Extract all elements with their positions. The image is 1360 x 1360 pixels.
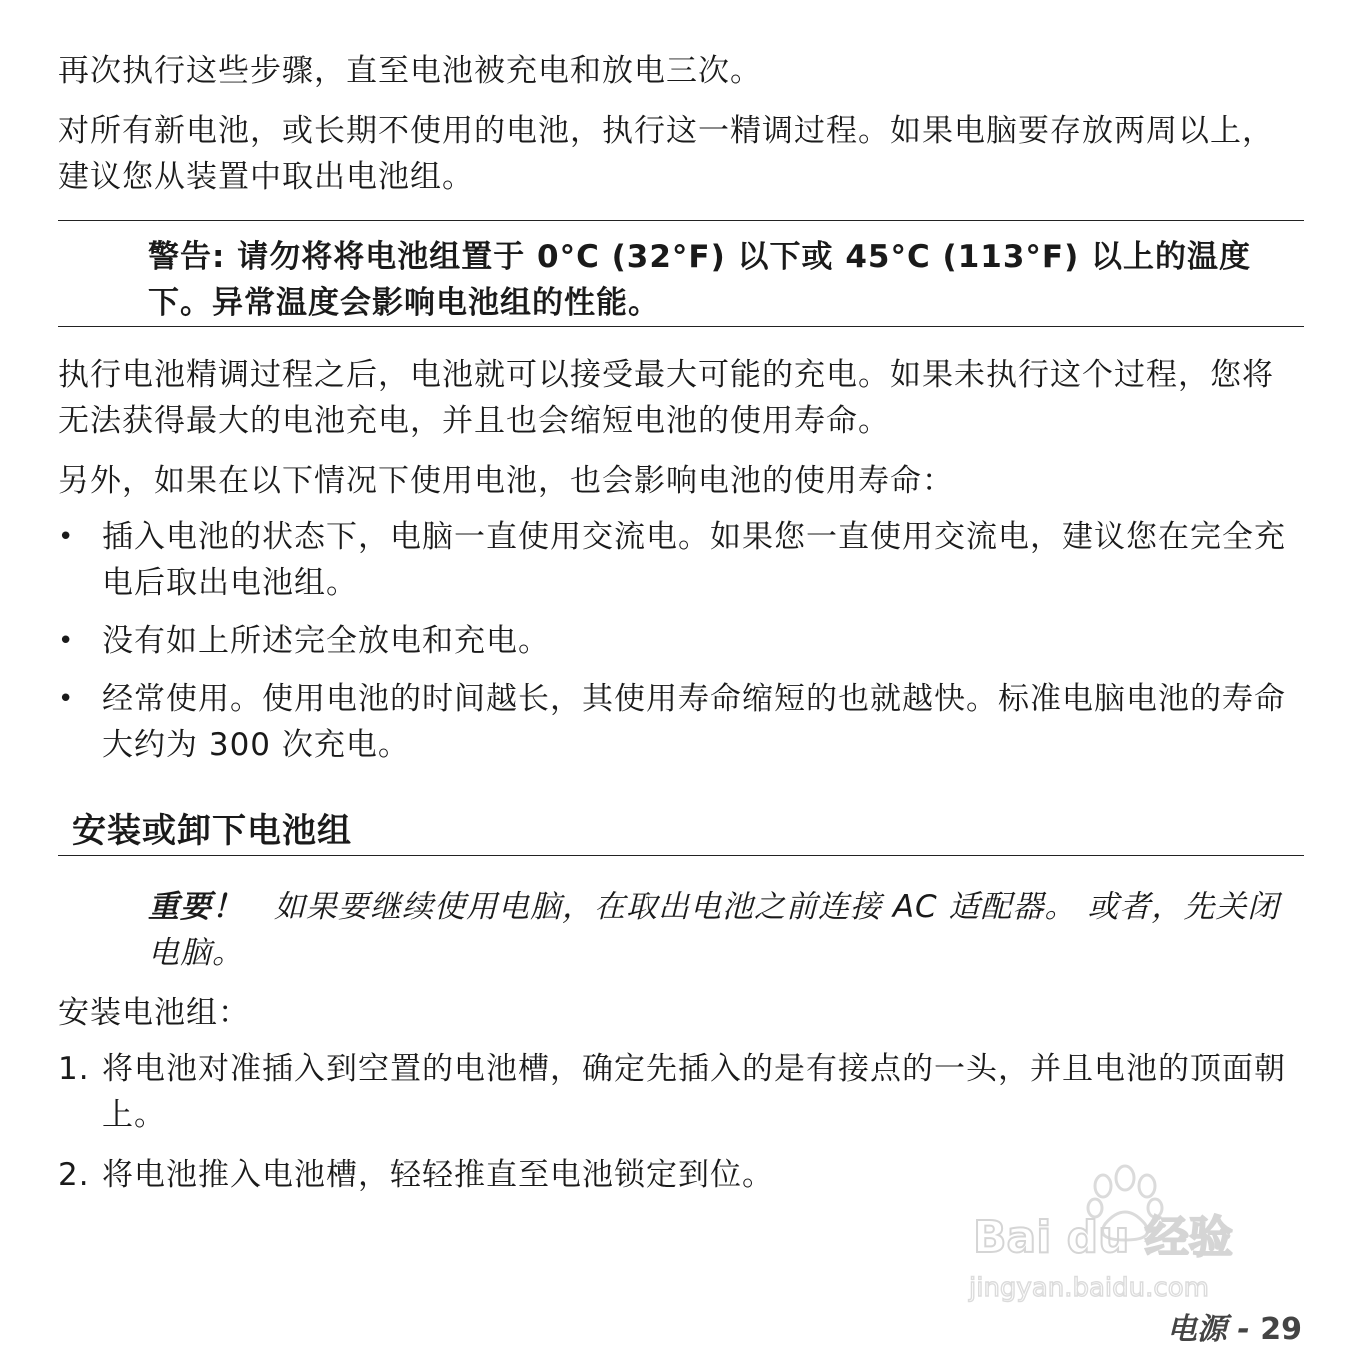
- list-item-text: 没有如上所述完全放电和充电。: [102, 623, 550, 659]
- list-item: [58, 618, 1304, 664]
- list-item: [58, 676, 1304, 768]
- watermark-url-text: jingyan.baidu.com: [969, 1273, 1209, 1303]
- important-label: 重要！: [148, 889, 244, 925]
- important-text: 如果要继续使用电脑，在取出电池之前连接 AC 适配器。 或者，先关闭电脑。: [148, 889, 1280, 971]
- section-heading: 安装或卸下电池组: [72, 811, 352, 851]
- warning-text: 请勿将将电池组置于 0°C (32°F) 以下或 45°C (113°F) 以上的温度下。异常温度会影响电池组的性能。: [148, 239, 1252, 321]
- important-note: [148, 884, 1304, 976]
- watermark-brand-text: Bai du 经验: [973, 1212, 1233, 1263]
- list-item-text: 经常使用。使用电池的时间越长，其使用寿命缩短的也就越快。标准电脑电池的寿命大约为 300 次充电。: [102, 681, 1286, 763]
- step-number: 2.: [58, 1157, 90, 1193]
- page-footer: [1167, 1310, 1302, 1350]
- step-item: [58, 1046, 1304, 1138]
- list-item: [58, 514, 1304, 606]
- paragraph-repeat-steps: 再次执行这些步骤，直至电池被充电和放电三次。: [58, 53, 762, 89]
- bullet-icon: •: [58, 626, 75, 656]
- warning-note: [148, 234, 1304, 326]
- step-number: 1.: [58, 1051, 90, 1087]
- paragraph-conditions-intro: 另外，如果在以下情况下使用电池，也会影响电池的使用寿命：: [58, 463, 954, 499]
- install-intro: 安装电池组：: [58, 995, 250, 1031]
- warning-label: 警告:: [148, 239, 226, 275]
- footer-section-name: 电源 -: [1166, 1312, 1250, 1347]
- step-text: 将电池推入电池槽，轻轻推直至电池锁定到位。: [102, 1157, 774, 1193]
- warning-bottom-rule: [58, 326, 1304, 327]
- section-heading-rule: [58, 855, 1304, 856]
- paragraph-calibration-result: 执行电池精调过程之后，电池就可以接受最大可能的充电。如果未执行这个过程，您将无法获得最大的电池充电，并且也会缩短电池的使用寿命。: [58, 357, 1274, 439]
- baidu-watermark-logo: [965, 1160, 1285, 1310]
- bullet-icon: •: [58, 684, 75, 714]
- step-text: 将电池对准插入到空置的电池槽，确定先插入的是有接点的一头，并且电池的顶面朝上。: [102, 1051, 1286, 1133]
- paragraph-calibration-advice: 对所有新电池，或长期不使用的电池，执行这一精调过程。如果电脑要存放两周以上，建议您从装置中取出电池组。: [58, 113, 1274, 195]
- warning-top-rule: [58, 220, 1304, 221]
- list-item-text: 插入电池的状态下，电脑一直使用交流电。如果您一直使用交流电，建议您在完全充电后取出电池组。: [102, 519, 1286, 601]
- bullet-icon: •: [58, 522, 75, 552]
- conditions-list: [58, 514, 1304, 780]
- page-number: 29: [1260, 1312, 1302, 1347]
